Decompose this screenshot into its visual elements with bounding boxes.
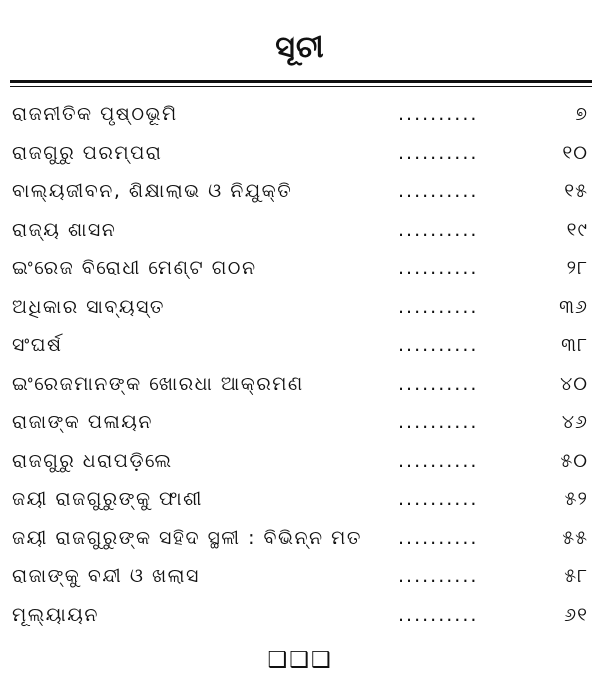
toc-page-number: ୧୫: [564, 180, 588, 202]
toc-leader: ..........: [398, 372, 479, 395]
toc-entry: [0, 405, 600, 444]
toc-entry-title: ରାଜନୀତିକ ପୃଷ୍ଠଭୂମି: [12, 103, 178, 125]
table-of-contents: [0, 97, 600, 636]
toc-page-number: ୫୫: [562, 526, 588, 549]
toc-page-number: ୫୮: [564, 565, 588, 587]
toc-page-number: ୪୬: [561, 411, 588, 433]
toc-entry-title: ଇଂରେଜ ବିରୋଧୀ ମେଣ୍ଟ ଗଠନ: [12, 257, 257, 279]
toc-page-number: ୨୮: [566, 257, 588, 279]
toc-page-number: ୪୦: [560, 372, 588, 395]
toc-entry-title: ମୂଲ୍ୟାୟନ: [12, 603, 100, 626]
toc-entry: [0, 290, 600, 329]
toc-entry-title: ଅଧିକାର ସାବ୍ୟସ୍ତ: [12, 295, 165, 318]
toc-page-number: ୫୦: [560, 449, 588, 472]
toc-page-number: ୫୨: [564, 488, 588, 510]
toc-entry: [0, 482, 600, 521]
toc-leader: ..........: [398, 488, 479, 510]
toc-leader: ..........: [398, 180, 479, 202]
title-rule-thick: [10, 80, 592, 83]
toc-entry-title: ରାଜଗୁରୁ ଧରାପଡ଼ିଲେ: [12, 449, 173, 472]
toc-entry: [0, 328, 600, 367]
toc-leader: ..........: [398, 526, 479, 549]
toc-entry-title: ଇଂରେଜମାନଙ୍କ ଖୋରଧା ଆକ୍ରମଣ: [12, 372, 304, 395]
toc-entry: [0, 251, 600, 290]
title-rule-thin: [10, 86, 592, 87]
toc-page-number: ୩୮: [561, 334, 588, 356]
end-ornament-icon: ❑❑❑: [267, 648, 333, 673]
toc-entry-title: ଜୟୀ ରାଜଗୁରୁଙ୍କ ସହିଦ ସ୍ଥଳୀ : ବିଭିନ୍ନ ମତ: [12, 526, 362, 549]
toc-leader: ..........: [398, 257, 479, 279]
toc-leader: ..........: [398, 603, 479, 626]
toc-leader: ..........: [398, 334, 479, 356]
toc-page-number: ୩୬: [559, 295, 588, 318]
toc-leader: ..........: [398, 141, 479, 164]
toc-entry-title: ସଂଘର୍ଷ: [12, 334, 63, 356]
toc-entry-title: ରାଜାଙ୍କ ପଳାୟନ: [12, 411, 153, 433]
toc-leader: ..........: [398, 449, 479, 472]
toc-page-number: ୬୧: [564, 603, 588, 626]
toc-leader: ..........: [398, 565, 479, 587]
toc-entry-title: ବାଲ୍ୟଜୀବନ, ଶିକ୍ଷାଲାଭ ଓ ନିଯୁକ୍ତି: [12, 180, 293, 202]
toc-entry: [0, 97, 600, 136]
toc-page-number: ୭: [575, 103, 588, 125]
toc-entry: [0, 174, 600, 213]
toc-entry: [0, 598, 600, 637]
toc-entry: [0, 213, 600, 252]
toc-entry-title: ରାଜାଙ୍କୁ ବନ୍ଦୀ ଓ ଖଲାସ: [12, 565, 200, 587]
toc-entry: [0, 367, 600, 406]
toc-entry: [0, 521, 600, 560]
page-title: ସୂଚୀ: [275, 30, 325, 65]
toc-entry: [0, 559, 600, 598]
toc-entry-title: ରାଜଗୁରୁ ପରମ୍ପରା: [12, 141, 163, 164]
toc-leader: ..........: [398, 411, 479, 433]
toc-leader: ..........: [398, 103, 479, 125]
toc-entry: [0, 136, 600, 175]
toc-entry: [0, 444, 600, 483]
toc-page-number: ୧୦: [562, 141, 588, 164]
toc-page-number: ୧୯: [566, 218, 588, 241]
toc-entry-title: ରାଜ୍ୟ ଶାସନ: [12, 218, 117, 241]
toc-leader: ..........: [398, 218, 479, 241]
toc-entry-title: ଜୟୀ ରାଜଗୁରୁଙ୍କୁ ଫାଶୀ: [12, 488, 203, 510]
toc-leader: ..........: [398, 295, 479, 318]
